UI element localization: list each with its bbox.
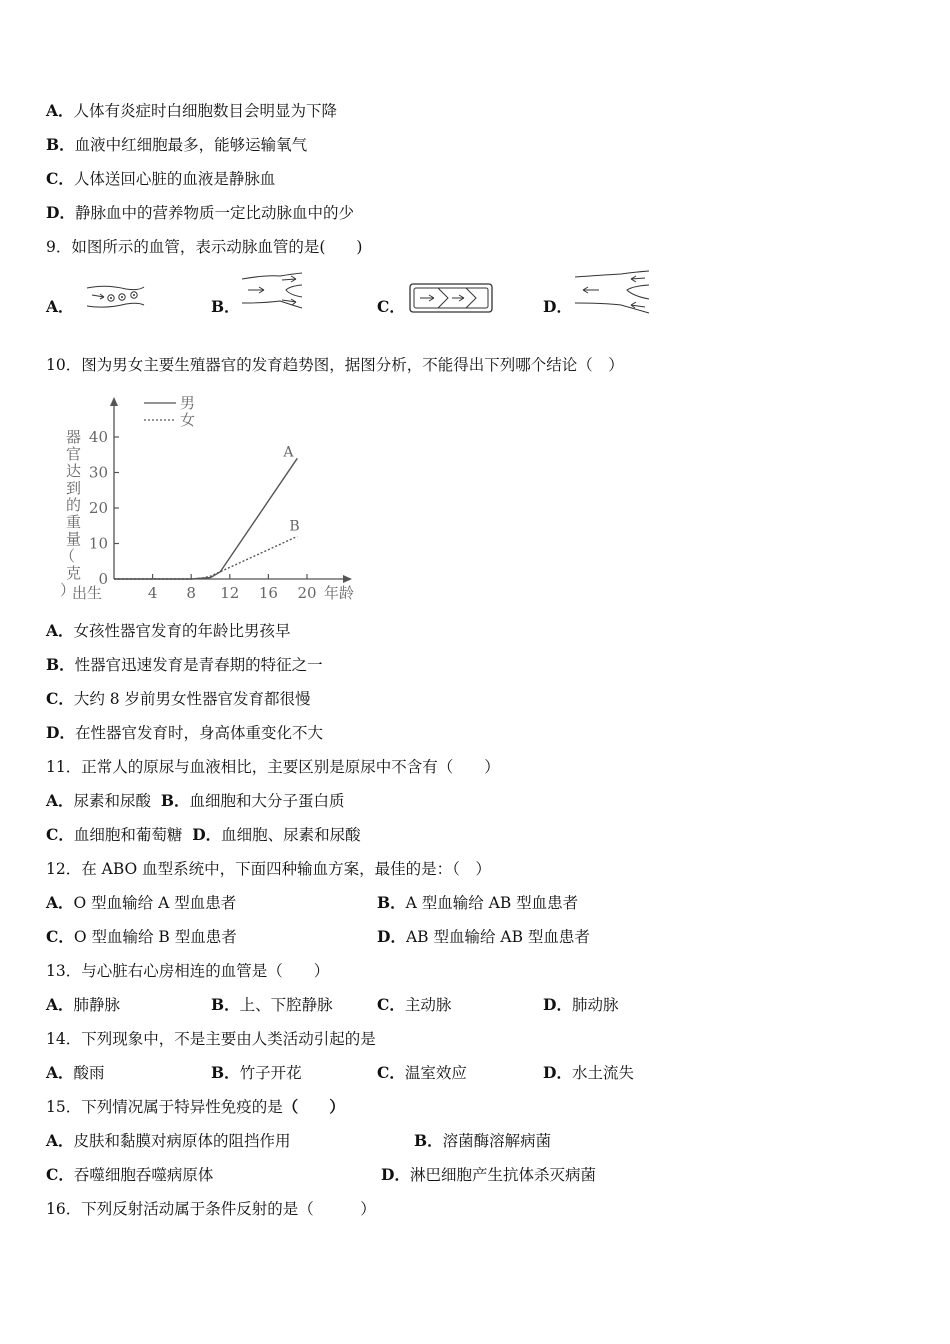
x-tick-label: 出生 bbox=[72, 584, 103, 602]
q9-label-b: B． bbox=[211, 297, 240, 316]
q9-label-a: A． bbox=[46, 297, 74, 316]
q12-option-c: C．O 型血输给 B 型血患者 bbox=[46, 927, 237, 946]
q12-option-a: A．O 型血输给 A 型血患者 bbox=[46, 893, 237, 912]
y-tick-label: 10 bbox=[88, 534, 108, 553]
vessel-b-figure bbox=[240, 271, 304, 311]
series-line-male bbox=[114, 458, 300, 579]
ylabel-char: 达 bbox=[66, 462, 82, 480]
q8-option-c: C．人体送回心脏的血液是静脉血 bbox=[46, 169, 276, 188]
q15-option-d: D．淋巴细胞产生抗体杀灭病菌 bbox=[381, 1165, 596, 1184]
y-axis-label bbox=[60, 428, 86, 599]
q13-option-b: B．上、下腔静脉 bbox=[211, 995, 333, 1014]
q15-option-b: B．溶菌酶溶解病菌 bbox=[414, 1131, 552, 1150]
series-line-female bbox=[114, 536, 297, 579]
ylabel-char: 的 bbox=[66, 496, 82, 514]
q13-stem: 13．与心脏右心房相连的血管是（ ） bbox=[46, 962, 330, 980]
q12-option-b: B．A 型血输给 AB 型血患者 bbox=[377, 893, 579, 912]
vessel-d-figure bbox=[573, 269, 653, 315]
series-label-a: A bbox=[283, 444, 294, 461]
q14-option-a: A．酸雨 bbox=[46, 1063, 105, 1082]
q9-stem: 9．如图所示的血管，表示动脉血管的是( ) bbox=[46, 238, 363, 256]
q8-option-b: B．血液中红细胞最多，能够运输氧气 bbox=[46, 135, 308, 154]
x-tick-label: 8 bbox=[186, 584, 196, 602]
series-label-b: B bbox=[289, 518, 300, 535]
ylabel-char: 克 bbox=[66, 564, 82, 582]
y-tick-label: 0 bbox=[98, 570, 108, 588]
x-axis-label: 年龄 bbox=[324, 584, 355, 602]
q13-option-c: C．主动脉 bbox=[377, 995, 452, 1014]
legend-female: 女 bbox=[180, 411, 196, 429]
q9-label-c: C． bbox=[377, 297, 405, 316]
q10-option-a: A．女孩性器官发育的年龄比男孩早 bbox=[46, 621, 291, 640]
q12-option-d: D．AB 型血输给 AB 型血患者 bbox=[377, 927, 590, 946]
ylabel-char: ） bbox=[60, 581, 76, 599]
q11-stem: 11．正常人的原尿与血液相比，主要区别是原尿中不含有（ ） bbox=[46, 758, 500, 776]
ylabel-char: 器 bbox=[66, 428, 82, 446]
q10-stem: 10．图为男女主要生殖器官的发育趋势图，据图分析，不能得出下列哪个结论（ ） bbox=[46, 356, 624, 374]
q14-option-b: B．竹子开花 bbox=[211, 1063, 302, 1082]
q8-option-a: A．人体有炎症时白细胞数目会明显为下降 bbox=[46, 101, 338, 120]
ylabel-char: 到 bbox=[66, 479, 82, 497]
q16-stem: 16．下列反射活动属于条件反射的是（ ） bbox=[46, 1200, 376, 1218]
y-axis-arrow bbox=[110, 397, 118, 406]
q10-option-d: D．在性器官发育时，身高体重变化不大 bbox=[46, 723, 323, 742]
ylabel-char: 重 bbox=[66, 513, 82, 531]
q12-stem: 12．在 ABO 血型系统中，下面四种输血方案，最佳的是：（ ） bbox=[46, 860, 491, 878]
x-tick-label: 12 bbox=[220, 584, 240, 602]
q13-option-d: D．肺动脉 bbox=[543, 995, 619, 1014]
y-tick-label: 30 bbox=[88, 463, 108, 482]
q14-stem: 14．下列现象中，不是主要由人类活动引起的是 bbox=[46, 1030, 376, 1048]
q8-option-d: D．静脉血中的营养物质一定比动脉血中的少 bbox=[46, 203, 354, 222]
q14-option-d: D．水土流失 bbox=[543, 1063, 634, 1082]
ylabel-char: 官 bbox=[66, 445, 82, 463]
x-tick-label: 20 bbox=[297, 584, 317, 602]
q10-option-c: C．大约 8 岁前男女性器官发育都很慢 bbox=[46, 689, 311, 708]
growth-chart bbox=[50, 392, 372, 610]
q14-option-c: C．温室效应 bbox=[377, 1063, 467, 1082]
q11-options-line2: C．血细胞和葡萄糖 D．血细胞、尿素和尿酸 bbox=[46, 825, 361, 844]
q13-option-a: A．肺静脉 bbox=[46, 995, 121, 1014]
x-tick-label: 16 bbox=[258, 584, 278, 602]
vessel-c-figure bbox=[408, 281, 496, 315]
q9-label-d: D． bbox=[543, 297, 572, 316]
x-axis-arrow bbox=[343, 575, 352, 583]
x-tick-label: 4 bbox=[147, 584, 158, 602]
q15-option-c: C．吞噬细胞吞噬病原体 bbox=[46, 1165, 214, 1184]
legend-male: 男 bbox=[180, 394, 196, 412]
y-tick-label: 40 bbox=[88, 428, 108, 446]
q10-option-b: B．性器官迅速发育是青春期的特征之一 bbox=[46, 655, 323, 674]
ylabel-char: 量 bbox=[66, 530, 82, 548]
q11-options-line1: A．尿素和尿酸 B．血细胞和大分子蛋白质 bbox=[46, 791, 345, 810]
vessel-a-figure bbox=[84, 281, 146, 313]
q15-stem: 15．下列情况属于特异性免疫的是（ ） bbox=[46, 1097, 345, 1116]
ylabel-char: （ bbox=[60, 547, 76, 565]
y-tick-label: 20 bbox=[88, 499, 108, 517]
q15-option-a: A．皮肤和黏膜对病原体的阻挡作用 bbox=[46, 1131, 291, 1150]
